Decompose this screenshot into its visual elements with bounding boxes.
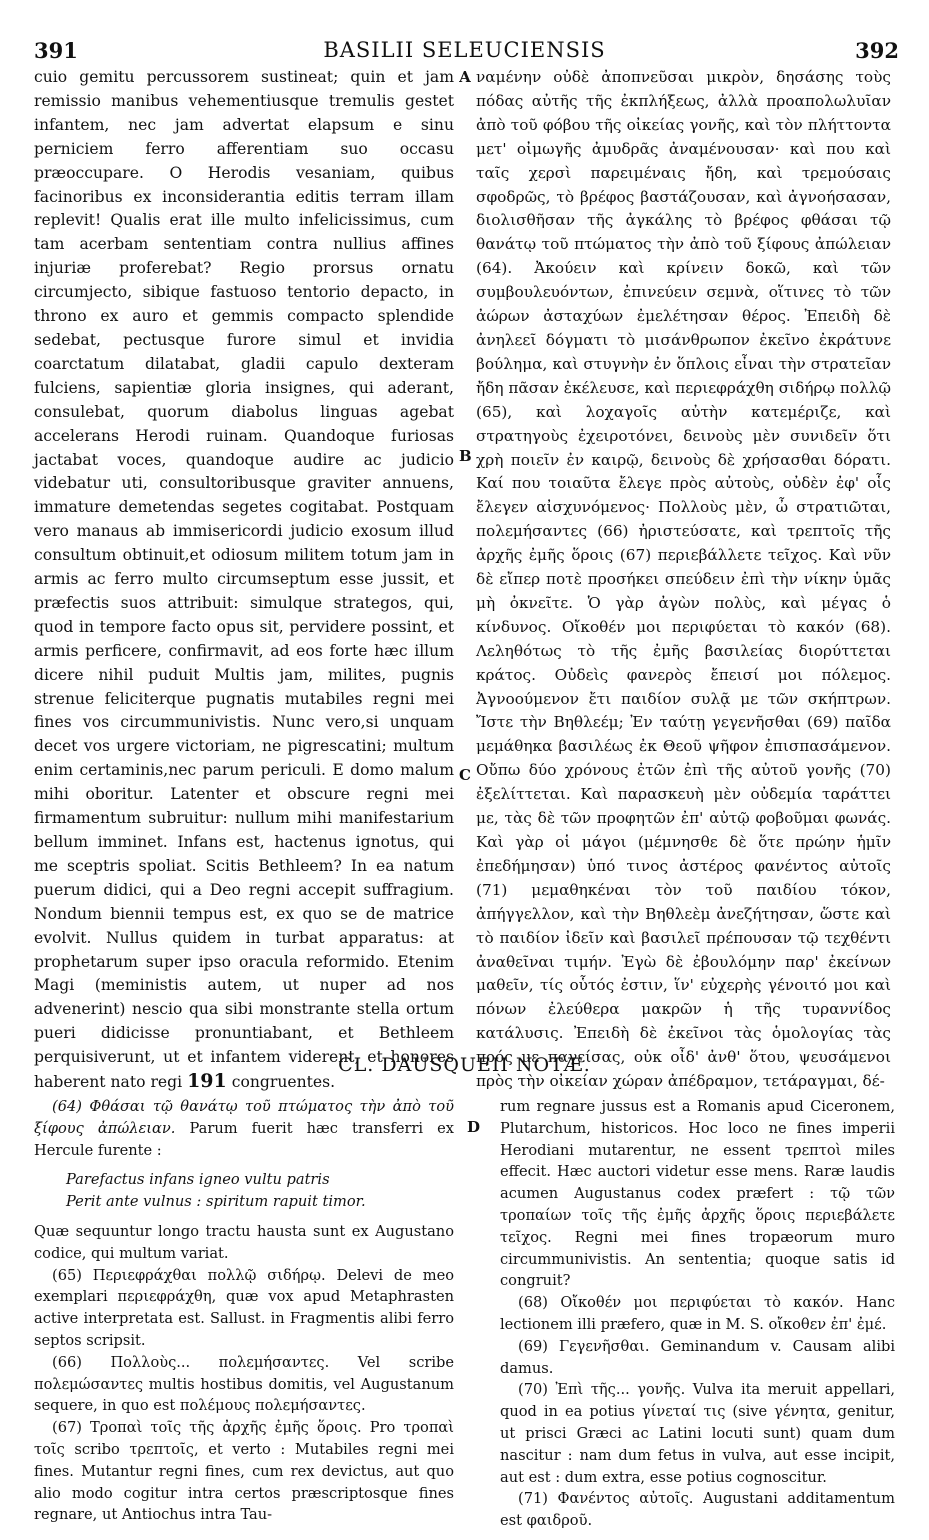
note-64-text: Parum fuerit hæc transferri ex Hercule furente : [34, 1119, 455, 1159]
greek-text: ναμένην οὐδὲ ἀποπνεῦσαι μικρὸν, δησάσης τοὺς πόδας αὐτῆς τῆς ἐκπλήξεως, ἀλλὰ προαπολωλυῖαν ἀπὸ τοῦ φόβου τῆς οἰκείας γονῆς, καὶ τὸν πλήττοντα μετ' οἰμωγῆς ἀμυδρᾶς ἀναμένουσαν· καὶ που καὶ ταῖς χερσὶ παρειμέναις ἤδη, καὶ τρεμούσαις σφοδρῶς, τὸ βρέφος βαστάζουσαν, καὶ ἀγνοήσασαν, διολισθῆσαν τῆς ἀγκάλης τὸ βρέφος φθάσαι τῷ θανάτῳ τοῦ πτώματος τὴν ἀπὸ τοῦ ξίφους ἀπώλειαν (64). Ἀκούειν καὶ κρίνειν δοκῶ, καὶ τῶν συμβουλευόντων, ἐπινεύειν σεμνὰ, οἵτινες τὸ τῶν ἀώρων ἀσταχύων ἐμελέτησαν θέρος. Ἐπειδὴ δὲ ἀνηλεεῖ δόγματι τὸ μισάνθρωπον ἐκεῖνο ἐκράτυνε βούλημα, καὶ στυγνὴν ἐν ὅπλοις εἶναι τὴν στρατεῖαν ἤδη πᾶσαν ἐκέλευσε, καὶ περιεφράχθη σιδήρῳ πολλῷ (65), καὶ λοχαγοῖς αὐτὴν κατεμέριζε, καὶ στρατηγοὺς ἐχειροτόνει, δεινοὺς μὲν συνιδεῖν ὅτι χρὴ ποιεῖν ἐν καιρῷ, δεινοὺς δὲ χρήσασθαι δόρατι. Καί που τοιαῦτα ἔλεγε πρὸς αὐτοὺς, οὐδὲν ἐφ' οἷς ἔλεγεν αἰσχυνόμενος· Πολλοὺς μὲν, ὦ στρατιῶται, πολεμήσαντες (66) ἠριστεύσατε, καὶ τρεπτοῖς τῆς ἀρχῆς ἐμῆς ὅροις (67) περιεβάλλετε τεῖχος. Καὶ νῦν δὲ εἴπερ ποτὲ προσήκει σπεύδειν ἐπὶ τὴν νίκην ὑμᾶς μὴ ὀκνεῖτε. Ὁ γὰρ ἀγὼν πολὺς, καὶ μέγας ὁ κίνδυνος. Οἴκοθέν μοι περιφύεται τὸ κακόν (68). Λεληθότως τὸ τῆς ἐμῆς βασιλείας διορύττεται κράτος. Οὐδεὶς φανερὸς ἔπεισί μοι πόλεμος. Ἀγνοούμενον ἔτι παιδίον συλᾷ με τῶν σκήπτρων. Ἴστε τὴν Βηθλεέμ; Ἐν ταύτῃ γεγενῆσθαι (69) παῖδα μεμάθηκα βασιλέως ἐκ Θεοῦ ψῆφον ἐπισπασάμενον. Οὔπω δύο χρόνους ἐτῶν ἐπὶ τῆς αὐτοῦ γονῆς (70) ἐξελίττεται. Καὶ παρασκευὴ μὲν οὐδεμία ταράττει με, τὰς δὲ τῶν προφητῶν ἐπ' αὐτῷ φοβοῦμαι φωνάς. Καὶ γὰρ οἱ μάγοι (μέμνησθε δὲ ὅτε πρώην ἡμῖν ἐπεδήμησαν) ὑπό τινος ἀστέρος φανέντος αὐτοῖς (71) μεμαθηκέναι τὸν τοῦ παιδίου τόκον, ἀπήγγελλον, καὶ τὴν Βηθλεὲμ ἀνεζήτησαν, ὥστε καὶ τὸ παιδίον ἰδεῖν καὶ βασιλεῖ πρέπουσαν τῷ τεχθέντι ἀναθεῖναι τιμήν. Ἐγὼ δὲ ἐβουλόμην παρ' ἐκείνων μαθεῖν, τίς οὗτός ἐστιν, ἵν' εὐχερὴς γένοιτό μοι καὶ πόνων ἐλεύθερα μακρῶν ἡ τῆς τυραννίδος κατάλυσις. Ἐπειδὴ δὲ ἐκεῖνοι τὰς ὁμολογίας τὰς πρός με παγείσας, οὐκ οἶδ' ἀνθ' ὅτου, ψευσάμενοι πρὸς τὴν οἰκείαν χώραν ἀπέδραμον, τετάραγμαι, δέ- [476, 68, 891, 1091]
note-64-lemma: (64) Φθάσαι τῷ θανάτῳ τοῦ πτώματος τὴν ἀπὸ τοῦ ξίφους ἀπώλειαν. [34, 1098, 454, 1137]
greek-column [476, 66, 891, 1091]
column-number: 191 [187, 1070, 227, 1093]
note-66: (66) Πολλοὺς... πολεμήσαντες. Vel scribe πολεμώσαντες multis hostibus domitis, vel Augustanum sequere, in quo est πολέμους πολεμήσαντες. [34, 1353, 454, 1415]
running-title: BASILII SELEUCIENSIS [323, 38, 606, 62]
latin-text-part2: congruentes. [231, 1073, 336, 1092]
latin-column [34, 66, 454, 1093]
page-number-right: 392 [855, 38, 899, 63]
note-67-continued: rum regnare jussus est a Romanis apud Ciceronem, Plutarchum, historicos. Hoc loco ne fines imperii Herodiani mutarentur, ne essent τρεπτοὶ miles effecit. Hæc auctori videtur esse mens. Raræ laudis acumen Augustanus codex præfert : τῷ τῶν τροπαίων τοῖς τῆς ἐμῆς ἀρχῆς ὅροις περιεβάλετε τεῖχος. Regni mei fines tropæorum muro circummunivistis. An sententia; quoque satis id congruit? [500, 1098, 895, 1290]
margin-marker-b: B [459, 447, 472, 465]
note-69: (69) Γεγενῆσθαι. Geminandum v. Causam alibi damus. [500, 1337, 895, 1377]
verse-quote [34, 1169, 454, 1213]
latin-text [34, 66, 454, 1095]
notes-left-column [34, 1096, 455, 1524]
note-71: (71) Φανέντος αὐτοῖς. Augustani additamentum est φαιδροῦ. [500, 1490, 895, 1530]
page-number-left: 391 [34, 38, 78, 63]
margin-marker-d: D [467, 1118, 481, 1136]
note-68: (68) Οἴκοθέν μοι περιφύεται τὸ κακόν. Hanc lectionem illi præfero, quæ in M. S. οἴκοθεν ἐπ' ἐμέ. [500, 1294, 895, 1333]
page-header [0, 38, 929, 68]
latin-text-part1: cuio gemitu percussorem sustineat; quin et jam remissio manibus vehementiusque tremulis gestet infantem, nec jam advertat elapsum e sinu perniciem ferro afferentiam suo occasu præoccupare. O Herodis vesaniam, quibus facinoribus ex inconsiderantia editis terram illam replevit! Qualis erat ille multo infelicissimus, cum tam acerbam sententiam contra nullius affines injuriæ proferebat? Regio prorsus ornatu circumjecto, sibique fastuoso tentorio depacto, in throno ex auro et gemmis compacto splendide sedebat, pectusque furore simul et invidia coarctatum dilatabat, gladii capulo dexteram fulciens, sapientiæ gloria insignes, qui aderant, consulebat, quorum diabolus linguas agebat accelerans Herodi ruinam. Quandoque furiosas jactabat voces, quandoque audire ac judicio videbatur uti, consultoribusque graviter annuens, immature demetendas segetes cogitabat. Postquam vero manaus ab immisericordi judicio exosum illud consultum obtinuit,et odiosum militem totum jam in armis ac ferro multo circumseptum esse jussit, et præfectis suos attribuit: simulque strategos, qui, quod in tempore facto opus sit, pervidere possint, et armis perficere, confirmavit, ad eos forte hæc illum dicere nihil puduit Multis jam, milites, pugnis strenue feliciterque pugnatis mutabiles regni mei fines vos circummunivistis. Nunc vero,si unquam decet vos urgere victoriam, ne pigrescatini; multum enim certaminis,nec parum periculi. E domo malum mihi oboritur. Latenter et obscure regni mei firmamentum subruitur: nullum mihi manifestarium bellum imminet. Infans est, hactenus ignotus, qui me sceptris spoliat. Scitis Bethleem? In ea natum puerum didici, qui a Deo regni accepit suffragium. Nondum biennii tempus est, ex quo se de matrice evolvit. Nullus quidem in turbat apparatus: at prophetarum super ipso oracula reformido. Etenim Magi (meministis autem, ut nuper ad nos advenerint) nescio qua sibi monstrante stella ortum pueri didicisse pronuntiabant, et Bethleem perquisiverunt, ut et infantem viderent, et honores haberent nato regi [34, 68, 454, 1092]
margin-marker-a: A [459, 68, 471, 86]
notes-heading: CL. DAUSQUEII NOTÆ. [338, 1054, 591, 1076]
margin-marker-c: C [459, 766, 471, 784]
verse-line-1: Parefactus infans igneo vultu patris [66, 1171, 330, 1189]
note-64-tail: Quæ sequuntur longo tractu hausta sunt ex Augustano codice, qui multum variat. [34, 1222, 454, 1262]
note-70: (70) Ἐπὶ τῆς... γονῆς. Vulva ita meruit appellari, quod in ea potius γίνεταί τις (sive γένητα, genitur, ut prisci Græci ac Latini locuti sunt) quam dum nascitur : nam dum fetus in vulva, aut esse incipit, aut est : dum extra, esse potius cognoscitur. [500, 1381, 895, 1486]
note-67: (67) Τροπαὶ τοῖς τῆς ἀρχῆς ἐμῆς ὅροις. Pro τροπαὶ τοῖς scribo τρεπτοῖς, et verto : Mutabiles regni mei fines. Mutantur regni fines, cum rex devictus, aut quo alio modo cogitur intra certos præscriptosque fines regnare, ut Antiochus intra Tau- [34, 1419, 454, 1524]
note-65: (65) Περιεφράχθαι πολλῷ σιδήρῳ. Delevi de meo exemplari περιεφράχθη, quæ vox apud Metaphrasten active interpretata est. Sallust. in Fragmentis alibi ferro septos scripsit. [34, 1266, 454, 1349]
note-64 [34, 1096, 454, 1161]
verse-line-2: Perit ante vulnus : spiritum rapuit timor. [66, 1193, 366, 1211]
notes-right-column [500, 1096, 895, 1530]
